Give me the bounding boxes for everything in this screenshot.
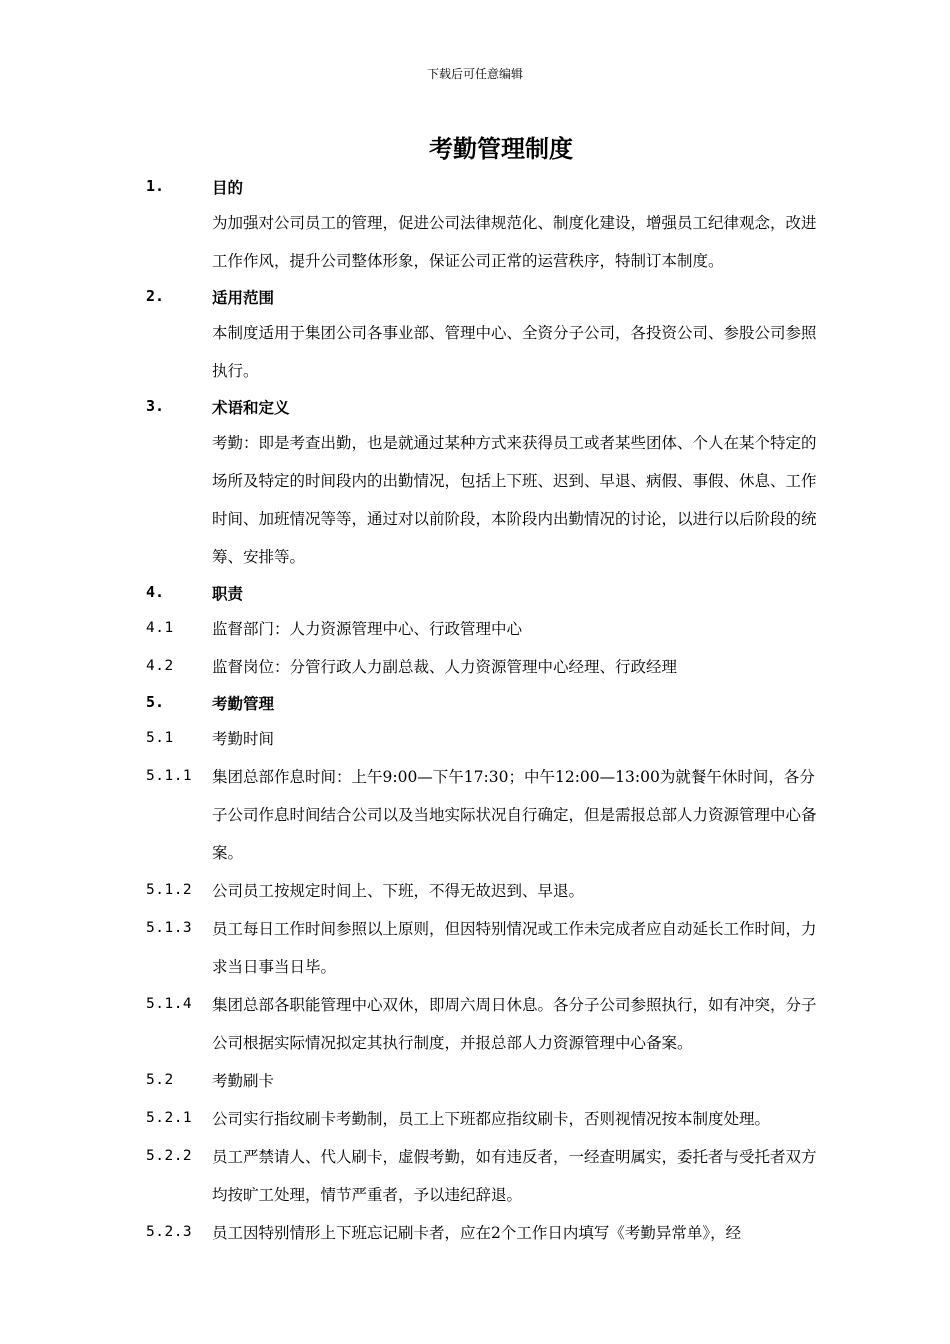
paragraph-text: 本制度适用于集团公司各事业部、管理中心、全资分子公司，各投资公司、参股公司参照执行。 <box>212 324 817 380</box>
clause-number: 5.1.4 <box>146 996 193 1012</box>
section-heading: 职责 <box>212 585 244 603</box>
clause-item <box>0 720 950 758</box>
paragraph-text: 为加强对公司员工的管理，促进公司法律规范化、制度化建设，增强员工纪律观念，改进工作作风，提升公司整体形象，保证公司正常的运营秩序，特制订本制度。 <box>212 214 817 270</box>
clause-text: 公司员工按规定时间上、下班，不得无故迟到、早退。 <box>212 882 585 900</box>
clause-number: 5.1.2 <box>146 882 193 898</box>
clause-item <box>0 648 950 686</box>
section-number: 2. <box>146 287 165 305</box>
section-3-heading <box>0 390 950 424</box>
clause-text: 员工严禁请人、代人刷卡，虚假考勤，如有违反者，一经查明属实，委托者与受托者双方均按旷工处理，情节严重者，予以违纪辞退。 <box>212 1148 817 1204</box>
section-number: 5. <box>146 693 165 711</box>
clause-number: 5.1 <box>146 730 174 746</box>
clause-text: 员工因特别情形上下班忘记刷卡者，应在2个工作日内填写《考勤异常单》，经 <box>212 1224 742 1242</box>
clause-number: 5.2.3 <box>146 1224 193 1240</box>
clause-text: 考勤时间 <box>212 730 275 748</box>
section-heading: 术语和定义 <box>212 399 290 417</box>
section-heading: 考勤管理 <box>212 695 275 713</box>
section-2-heading <box>0 280 950 314</box>
clause-text: 考勤刷卡 <box>212 1072 275 1090</box>
clause-number: 5.2.2 <box>146 1148 193 1164</box>
clause-text: 集团总部各职能管理中心双休，即周六周日休息。各分子公司参照执行，如有冲突，分子公司根据实际情况拟定其执行制度，并报总部人力资源管理中心备案。 <box>212 996 817 1052</box>
clause-number: 5.2 <box>146 1072 174 1088</box>
section-3-paragraph <box>0 424 950 576</box>
clause-number: 5.2.1 <box>146 1110 193 1126</box>
section-heading: 适用范围 <box>212 289 275 307</box>
paragraph-text: 考勤：即是考查出勤，也是就通过某种方式来获得员工或者某些团体、个人在某个特定的场所及特定的时间段内的出勤情况，包括上下班、迟到、早退、病假、事假、休息、工作时间、加班情况等等，通过对以前阶段，本阶段内出勤情况的讨论，以进行以后阶段的统筹、安排等。 <box>212 434 817 566</box>
section-4-heading <box>0 576 950 610</box>
section-2-paragraph <box>0 314 950 390</box>
document-title: 考勤管理制度 <box>429 135 573 163</box>
clause-item <box>0 1100 950 1138</box>
clause-number: 5.1.1 <box>146 768 193 784</box>
section-1-paragraph <box>0 204 950 280</box>
section-5-heading <box>0 686 950 720</box>
clause-item <box>0 610 950 648</box>
clause-number: 5.1.3 <box>146 920 193 936</box>
clause-number: 4.1 <box>146 620 174 636</box>
clause-text: 员工每日工作时间参照以上原则，但因特别情况或工作未完成者应自动延长工作时间，力求当日事当日毕。 <box>212 920 817 976</box>
document-body <box>0 170 950 1252</box>
clause-number: 4.2 <box>146 658 174 674</box>
section-number: 3. <box>146 397 165 415</box>
clause-item <box>0 986 950 1062</box>
clause-item <box>0 758 950 872</box>
section-number: 4. <box>146 583 165 601</box>
clause-item <box>0 910 950 986</box>
section-heading: 目的 <box>212 179 244 197</box>
clause-text: 集团总部作息时间：上午9:00—下午17:30；中午12:00—13:00为就餐午休时间，各分子公司作息时间结合公司以及当地实际状况自行确定，但是需报总部人力资源管理中心备案。 <box>212 768 817 862</box>
clause-text: 监督岗位：分管行政人力副总裁、人力资源管理中心经理、行政经理 <box>212 658 678 676</box>
clause-item <box>0 872 950 910</box>
section-1-heading <box>0 170 950 204</box>
header-note: 下载后可任意编辑 <box>426 67 523 81</box>
clause-text: 公司实行指纹刷卡考勤制，员工上下班都应指纹刷卡，否则视情况按本制度处理。 <box>212 1110 771 1128</box>
clause-text: 监督部门：人力资源管理中心、行政管理中心 <box>212 620 523 638</box>
clause-item <box>0 1138 950 1214</box>
section-number: 1. <box>146 177 165 195</box>
clause-item <box>0 1214 950 1252</box>
clause-item <box>0 1062 950 1100</box>
